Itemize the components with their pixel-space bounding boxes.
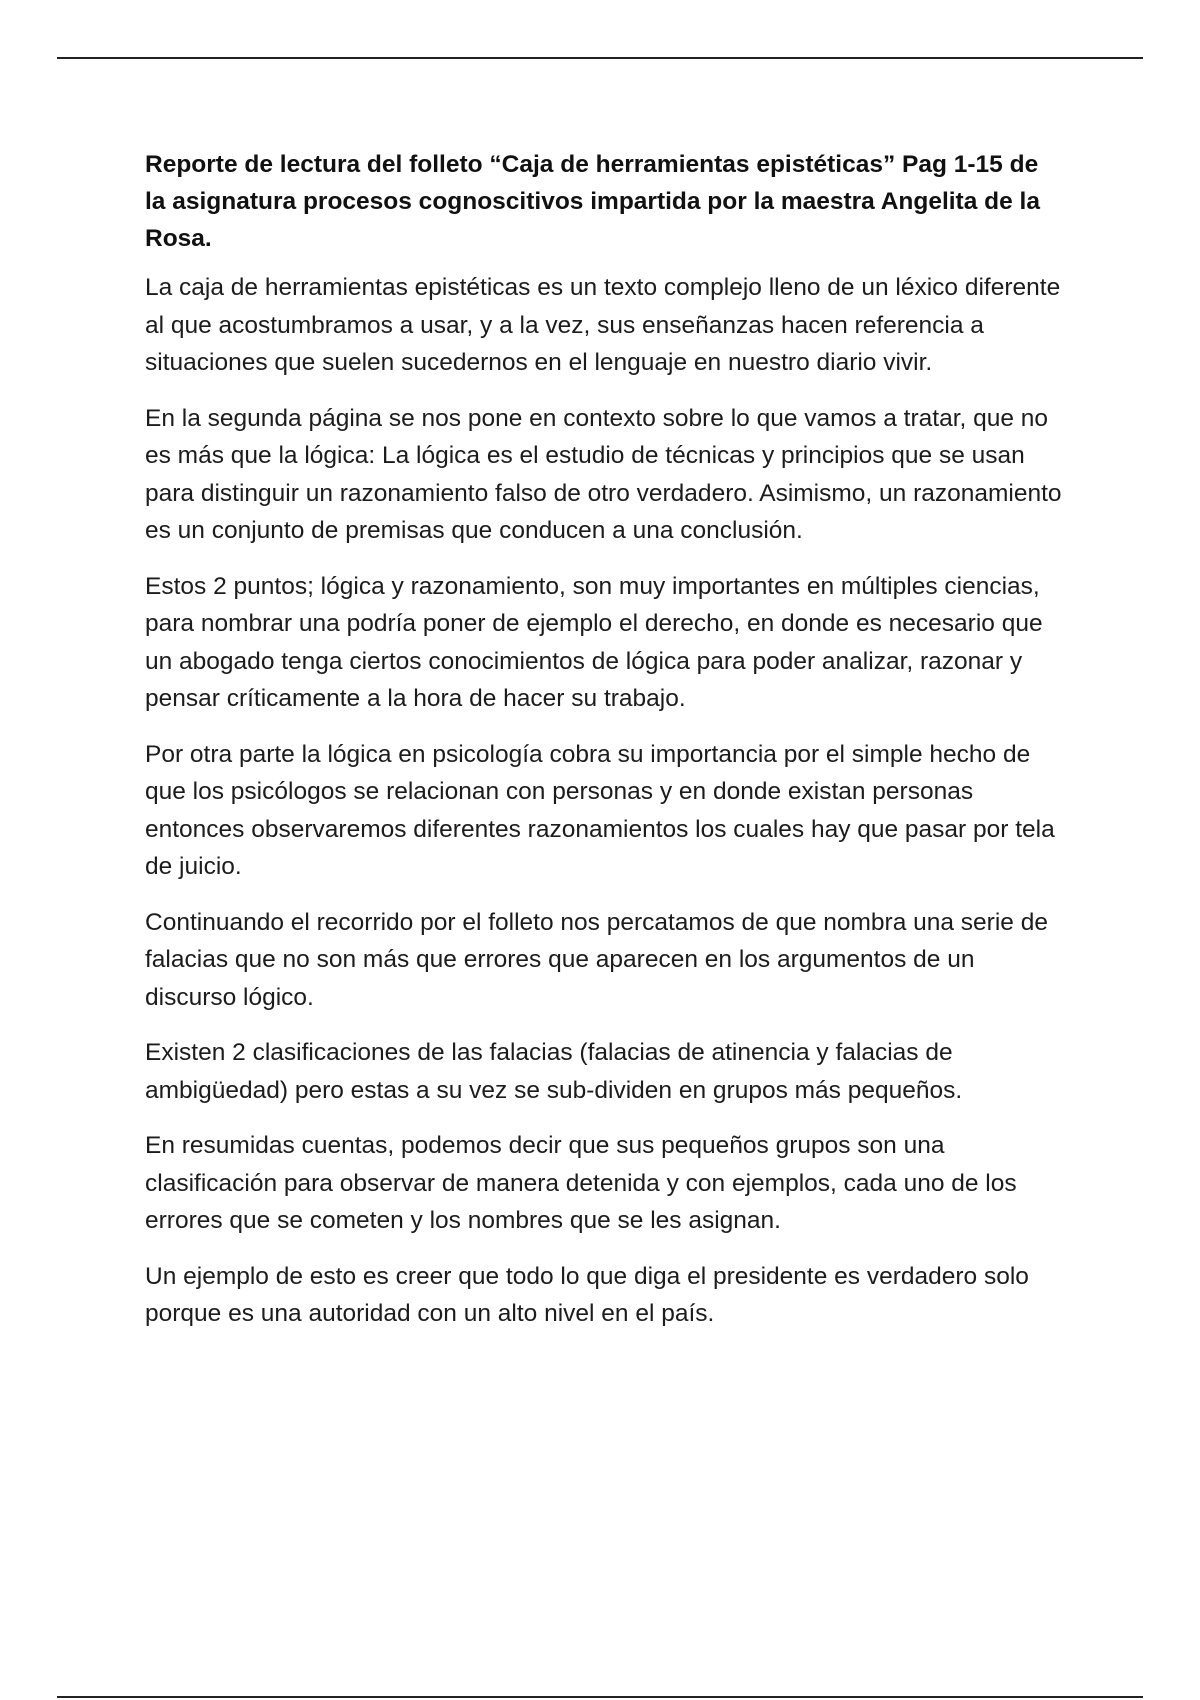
paragraph-4: Por otra parte la lógica en psicología cobra su importancia por el simple hecho de que los psicólogos se relacionan con personas y en donde existan personas entonces observaremos diferentes razonamientos los cuales hay que pasar por tela de juicio.: [145, 740, 1055, 880]
paragraph-8: Un ejemplo de esto es creer que todo lo que diga el presidente es verdadero solo porque es una autoridad con un alto nivel en el país.: [145, 1262, 1029, 1327]
paragraph-3: Estos 2 puntos; lógica y razonamiento, son muy importantes en múltiples ciencias, para nombrar una podría poner de ejemplo el derecho, en donde es necesario que un abogado tenga ciertos conocimientos de lógica para poder analizar, razonar y pensar críticamente a la hora de hacer su trabajo.: [145, 572, 1043, 712]
paragraph-6: Existen 2 clasificaciones de las falacias (falacias de atinencia y falacias de ambigüedad) pero estas a su vez se sub-dividen en grupos más pequeños.: [145, 1039, 963, 1104]
paragraph-2: En la segunda página se nos pone en contexto sobre lo que vamos a tratar, que no es más que la lógica: La lógica es el estudio de técnicas y principios que se usan para distinguir un razonamiento falso de otro verdadero. Asimismo, un razonamiento es un conjunto de premisas que conducen a una conclusión.: [145, 404, 1062, 544]
paragraph-7: En resumidas cuentas, podemos decir que sus pequeños grupos son una clasificación para observar de manera detenida y con ejemplos, cada uno de los errores que se cometen y los nombres que se les asignan.: [145, 1132, 1017, 1234]
paragraph-1: La caja de herramientas epistéticas es un texto complejo lleno de un léxico diferente al que acostumbramos a usar, y a la vez, sus enseñanzas hacen referencia a situaciones que suelen sucedernos en el lenguaje en nuestro diario vivir.: [145, 274, 1061, 376]
paragraph-5: Continuando el recorrido por el folleto nos percatamos de que nombra una serie de falacias que no son más que errores que aparecen en los argumentos de un discurso lógico.: [145, 908, 1048, 1011]
footer-rule: [57, 1696, 1143, 1698]
document-body: [145, 146, 1065, 1351]
header-rule: [57, 57, 1143, 59]
document-title: Reporte de lectura del folleto “Caja de herramientas epistéticas” Pag 1-15 de la asignatura procesos cognoscitivos impartida por la maestra Angelita de la Rosa.: [145, 151, 1040, 252]
